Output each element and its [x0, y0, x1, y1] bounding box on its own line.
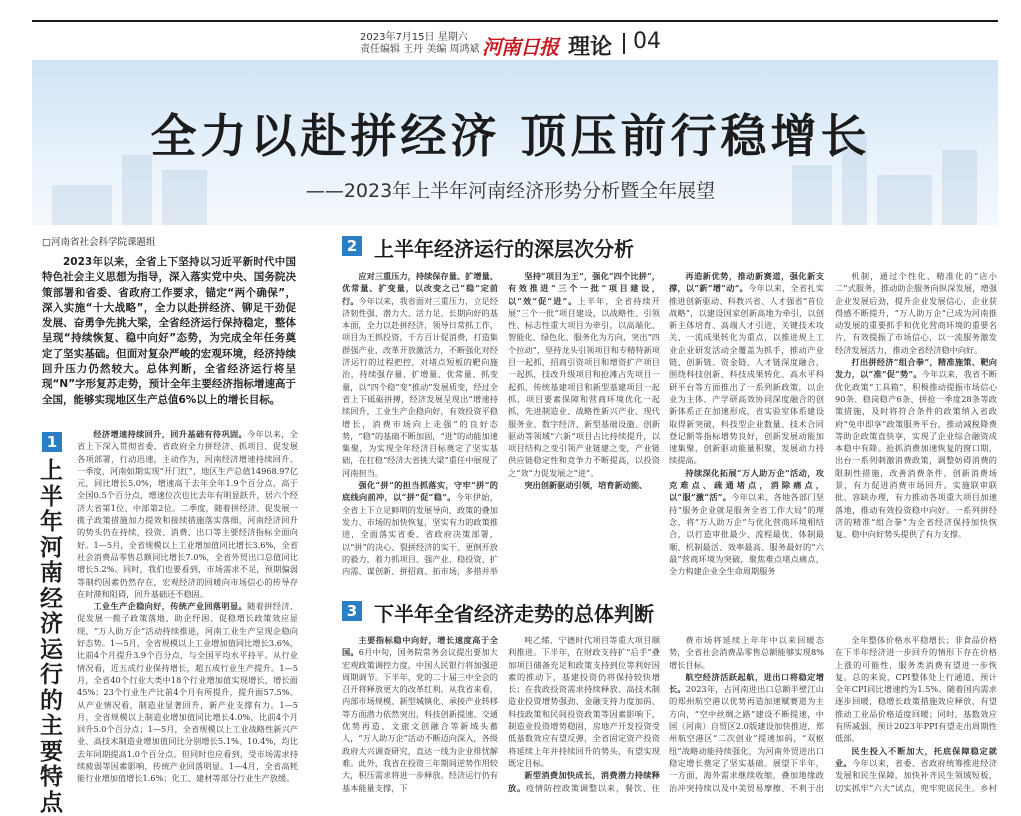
- section-name: 理论: [568, 35, 613, 60]
- header-info: [360, 32, 480, 56]
- byline: □河南省社会科学院课题组: [42, 237, 156, 248]
- para-text: 随着拼经济、促发展一揽子政策落地，助企纾困、促稳增长政策效应显现，“万人助万企”活动持续推进，河南工业生产呈现企稳向好态势。1—5月，全省规模以上工业增加值同比增长3.6%，比前4个月提升3.9个百分点，与全国平均水平持平。从行业情况看，近五成行业保持增长，超五成行业生产提升。1—5月，全省40个行业大类中18个行业增加值实现增长，增长面45%；23个行业生产比前4个月有所提升，提升面57.5%。从产业情况看，制造业显著回升，新产业支撑有力。1—5月，全省规模以上制造业增加值同比增长4.0%，比前4个月回升5.0个百分点；1—5月，全省规模以上工业战略性新兴产业、高技术制造业增加值同比分别增长5.1%、10.4%，均比去年同期提高1.0个百分点。但同时也应看到，受市场需求持续疲弱等因素影响，传统产业回落明显。1—4月，全省高耗能行业增加值增长1.6%；化工、建材等部分行业生产放缓。: [77, 601, 298, 784]
- top-rule: [32, 20, 998, 22]
- para-text: 今年以来，全省上下深入贯彻省委、省政府全力拼经济、抓项目、促发展各项部署，行动迅速，主动作为，河南经济增速持续回升。一季度，河南如期实现“开门红”，地区生产总值14968.97亿元，同比增长5.0%，增速高于去年全年1.9个百分点，高于全国0.5个百分点，增速位次也比去年有明显跃升，居六个经济大省第1位、中部第2位。二季度，随着拼经济、促发展一揽子政策措施加力提效和接续措施落实落细，河南经济回升的势头仍在持续，投资、消费、出口等主要经济指标全面向好。1—5月，全省规模以上工业增加值同比增长3.6%，全省社会消费品零售总额同比增长7.0%，全省外贸出口总值同比增长5.2%。同时，我们也要看到，市场需求不足，预期偏弱等制约因素仍然存在，宏观经济的回暖向市场信心的传导存在时滞和阻碍，回升基础还不稳固。: [77, 429, 298, 599]
- header-editors: 责任编辑 王丹 美编 周鸿斌: [360, 44, 480, 55]
- section-1-title: 上半年河南经济运行的主要特点: [40, 457, 63, 816]
- para-lead: 突出创新驱动引领，培育新动能、: [524, 480, 648, 491]
- article-column-c: [508, 270, 660, 578]
- section-2-title: 上半年经济运行的深层次分析: [374, 237, 634, 261]
- para-text: 今年以来，省委、省政府统筹推进经济发展和民生保障，加快补齐民生领域短板，切实抓牢“六大”试点，兜牢兜底民生。乡村: [835, 757, 997, 793]
- article-column-f: [342, 634, 498, 795]
- para-text: 机制，通过个性化、精准化的“店小二”式服务，推动助企服务向纵深发展，增强企业发展后劲，提升企业发展信心，企业获得感不断提升，“万人助万企”已成为河南推动发展的重要抓手和优化营商环境的重要名片，有效提振了市场信心，以一流服务激发经济发展活力，推动全省经济稳中向好。: [835, 271, 997, 355]
- para-text: 2023年，占河南进出口总额半壁江山的郑州航空港以优势再造加速赋赛道为主方向，“空中丝绸之路”建设不断提速，中国（河南）自贸区2.0版建设加快推进，郑州航空港区“二次创业”提速加码，“双枢纽”战略动能持续强化，为河南外贸进出口稳定增长奠定了坚实基础。展望下半年，一方面，海外需求继续收缩，叠加地缘政治冲突持续以及中美贸易摩擦、不利于出: [669, 684, 824, 793]
- article-column-b: [342, 270, 498, 578]
- para-lead: 航空经济活跃起航，进出口将稳定增长。: [669, 671, 824, 695]
- sub-headline: ——2023年上半年河南经济形势分析暨全年展望: [305, 180, 716, 202]
- para-lead: 强化“拼”的担当抓落实，守牢“拼”的底线向前冲，以“拼”促“稳”。: [342, 480, 498, 503]
- para-text: 吨乙烯、宁德时代项目等重大项目顺利推进。下半年，在财政支持扩“后手”叠加项目储备充足和政策支持到位等利好因素的推动下，基建投资仍将保持较快增长；在我政投资需求持续释放、高技术制造业投资增势强劲、金融支持力度加码、科技政策和民间投资政策等因素影响下，制造业投资增势稳固，房地产开发投资受低基数效应有望反弹，全省固定资产投资将延续上年并持续回升的势头，有望实现既定目标。: [508, 635, 660, 768]
- para-lead: 工业生产企稳向好，传统产业回落明显。: [93, 601, 248, 612]
- para-lead: 再造新优势，推动新赛道，强化新支撑，以“新”增“动”。: [669, 271, 824, 294]
- para-lead: 民生投入不断加大，托底保障稳定就业。: [835, 745, 997, 768]
- para-lead: 主要指标稳中向好，增长速度高于全国。: [342, 635, 498, 658]
- para-lead: 坚持“项目为王”，强化“四个比拼”，有效推进“三个一批”项目建设，以“效”促“进”。: [508, 271, 660, 306]
- page-number: 04: [633, 29, 661, 54]
- article-column-d: [669, 270, 824, 578]
- para-lead: 打出拼经济“组合拳”，精准施策、靶向发力，以“准”促“势”。: [835, 357, 997, 380]
- para-text: 疫情防控政策调整以来，餐饮、住: [525, 782, 660, 793]
- header-separator: [623, 33, 625, 54]
- para-text: 全年整体价格水平稳增长；非食品价格在下半年经济进一步回升的情形下存在价格上涨的可能性，服务类消费有望进一步恢复。总的来说，CPI整体处上行通道，预计全年CPI同比增速约为1.5%。随着国内需求逐步回暖，稳增长政策措施效应释放，有望推动工业品价格适度回暖；同时，基数效应有所减弱，预计2023年PPI有望走出周期性低部。: [835, 635, 997, 744]
- article-column-i: [835, 634, 997, 795]
- para-text: 今年以来，我省不断优化政策“工具箱”，积极推动提振市场信心90条、稳岗稳产6条、拼抢一季度28条等政策措施，及时将符合条件的政策纳入省政府“免申即享”政策服务平台，推动减税降费等助企政策直快享，实现了企业综合融资成本稳中有降。抢抓消费加速恢复的窗口期，出台一系列刺激消费政策，调整妨碍消费的限制性措施，改善消费条件，创新消费场景，有力促进消费市场回升。实施联审联批、容缺办理，有力推动各项重大项目加速落地，推动有效投资稳中向好。一系列拼经济的精准“组合拳”为全省经济保持加快恢复、稳中向好势头提供了有力支撑。: [835, 369, 997, 540]
- article-column-e: [835, 270, 997, 578]
- para-lead: 持续深化拓展“万人助万企”活动，攻克难点、疏通堵点，消除痛点，以“服”激“活”。: [669, 467, 824, 503]
- article-column-a: [77, 428, 298, 795]
- para-lead: 经济增速持续回升，回升基础有待巩固。: [93, 429, 248, 439]
- para-lead: 应对三重压力，持续保存量、扩增量、优常量、扩变量，以改变之己“稳”定前行。: [342, 271, 498, 306]
- para-text: 今年以来，各地各部门坚持“服务企业就是服务全省工作大局”的理念，将“万人助万企”与优化营商环境相结合，以打造审批最少、流程最优、体制最顺、机制最活、效率最高、服务最好的“六最”营商环境为突破，聚焦难点堵点痛点，全力构建企业全生命周期服务: [669, 492, 824, 577]
- para-text: 今年以来，全省扎实推进创新驱动、科教兴省、人才强省“首位战略”，以建设国家创新高地为牵引，以创新主体培育、高端人才引进、关键技术攻关、一流成果转化为重点，以推进规上工业企业研发活动全覆盖为抓手，推动产业链、创新链、资金链、人才链深度融合，围绕科技创新、科技成果转化、高水平科研平台等方面推出了一系列新政策，以企业为主体、产学研高效协同深度融合的创新体系正在加速形成，省实验室体系建设取得新突破，科技型企业数量、技术合同登记额等指标增势良好，创新发展动能加速集聚，创新驱动能量积聚，发展动力持续提高。: [669, 283, 824, 466]
- main-headline: 全力以赴拼经济 顶压前行稳增长: [150, 109, 871, 163]
- para-lead: 新型消费加快成长，消费潜力持续释放。: [508, 770, 660, 793]
- para-text: 费市场将延续上年年中以来回暖态势，全省社会消费品零售总额能够实现8%增长目标。: [669, 635, 824, 670]
- section-3-title: 下半年全省经济走势的总体判断: [374, 602, 654, 626]
- intro-paragraph: 2023年以来，全省上下坚持以习近平新时代中国特色社会主义思想为指导，深入落实党中央、国务院决策部署和省委、省政府工作要求，锚定“两个确保”，深入实施“十大战略”，全力以赴拼经济、铆足干劲促发展、奋勇争先挑大梁，全省经济运行保持稳定，整体呈现“持续恢复、稳中向好”态势，为完成全年任务奠定了坚实基础。但面对复杂严峻的宏观环境，经济持续回升压力仍然较大。总体判断，全省经济运行将呈现“N”字形复苏走势，预计全年主要经济指标增速高于全国，能够实现地区生产总值6%以上的增长目标。: [42, 256, 296, 406]
- section-3-number: 3: [342, 601, 362, 621]
- para-text: 6月中旬，国务院常务会议提出要加大宏观政策调控力度，中国人民银行将加强逆周期调节。下半年，党的二十届三中全会的召开将释放更大的改革红利。从我省来看，内部市场规模、新型城镇化、承接产业转移等方面潜力依然突出，科技创新提速、交通优势再造、文旅文创融合等新域头蓄人，“万人助万企”活动不断迈向深入，各级政府大兴调查研究，直达一线为企业排忧解难。此外，我省在投资三年期间逆势作用较大，积压需求将进一步释放。经济运行仍有基本能量支撑，下: [342, 647, 498, 793]
- article-column-h: [669, 634, 824, 795]
- newspaper-logo: 河南日报: [482, 35, 558, 59]
- para-text: 上半年，全省持续开展“三个一批”项目建设，以战略性、引领性、标志性重大项目为牵引，以高端化、智能化、绿色化、服务化为方向，突出“四个拉动”，坚持龙头引领项目和专精特新项目一起抓，招商引资项目和增资扩产项目一起抓，技改升级项目和抢滩占先项目一起抓，传统基建项目和新型基建项目一起抓，项目要素保障和营商环境优化一起抓，先进制造业、战略性新兴产业、现代服务业、数字经济、新型基础设施、创新驱动等领域“六新”项目占比持续提升，以项目结构之变引领产业链建之变，产业链供应链稳定性和竞争力不断提高，以投资之“效”力促发展之“进”。: [508, 295, 660, 478]
- header-date: 2023年7月15日 星期六: [360, 32, 468, 43]
- section-2-number: 2: [342, 236, 362, 256]
- article-column-g: [508, 634, 660, 795]
- para-text: 今年伊始，全省上下立足鲜明的发展导向、政策的叠加发力、市场的加快恢复，坚实有力的政策推进，全面落实省委、省政府决策部署，以“拼”的决心、裂拼经济的实干、更倒开放的毅力，着力抓项目、强产业、稳投资、扩内需、谋创新、拼招商、拓市场，多措并举: [342, 492, 498, 577]
- para-text: 今年以来，我省面对三重压力，立足经济韧性强、潜力大、活力足、长期向好的基本面，全力以赴拼经济，领导日常抓工作，项目为王抓投资，千方百计促消费，打造集群强产业，改革开放激活力，不断强化对经济运行的过程把控，对堵点短板的靶向施治，持续强存量、扩增量、优常量、抓变量，以“四个稳”变“推动”发展质变，经过全省上下砥砺拼搏，经济发展呈现出“增速持续回升，工业生产企稳向好，有效投资平稳增长，消费市场向上走强”的良好态势，“稳”的基础不断加固，“进”的动能加速集聚，为实现全年经济目标奠定了坚实基础，在扛稳“经济大省挑大梁”重任中展现了河南担当。: [342, 295, 498, 478]
- section-1-number: 1: [42, 432, 62, 452]
